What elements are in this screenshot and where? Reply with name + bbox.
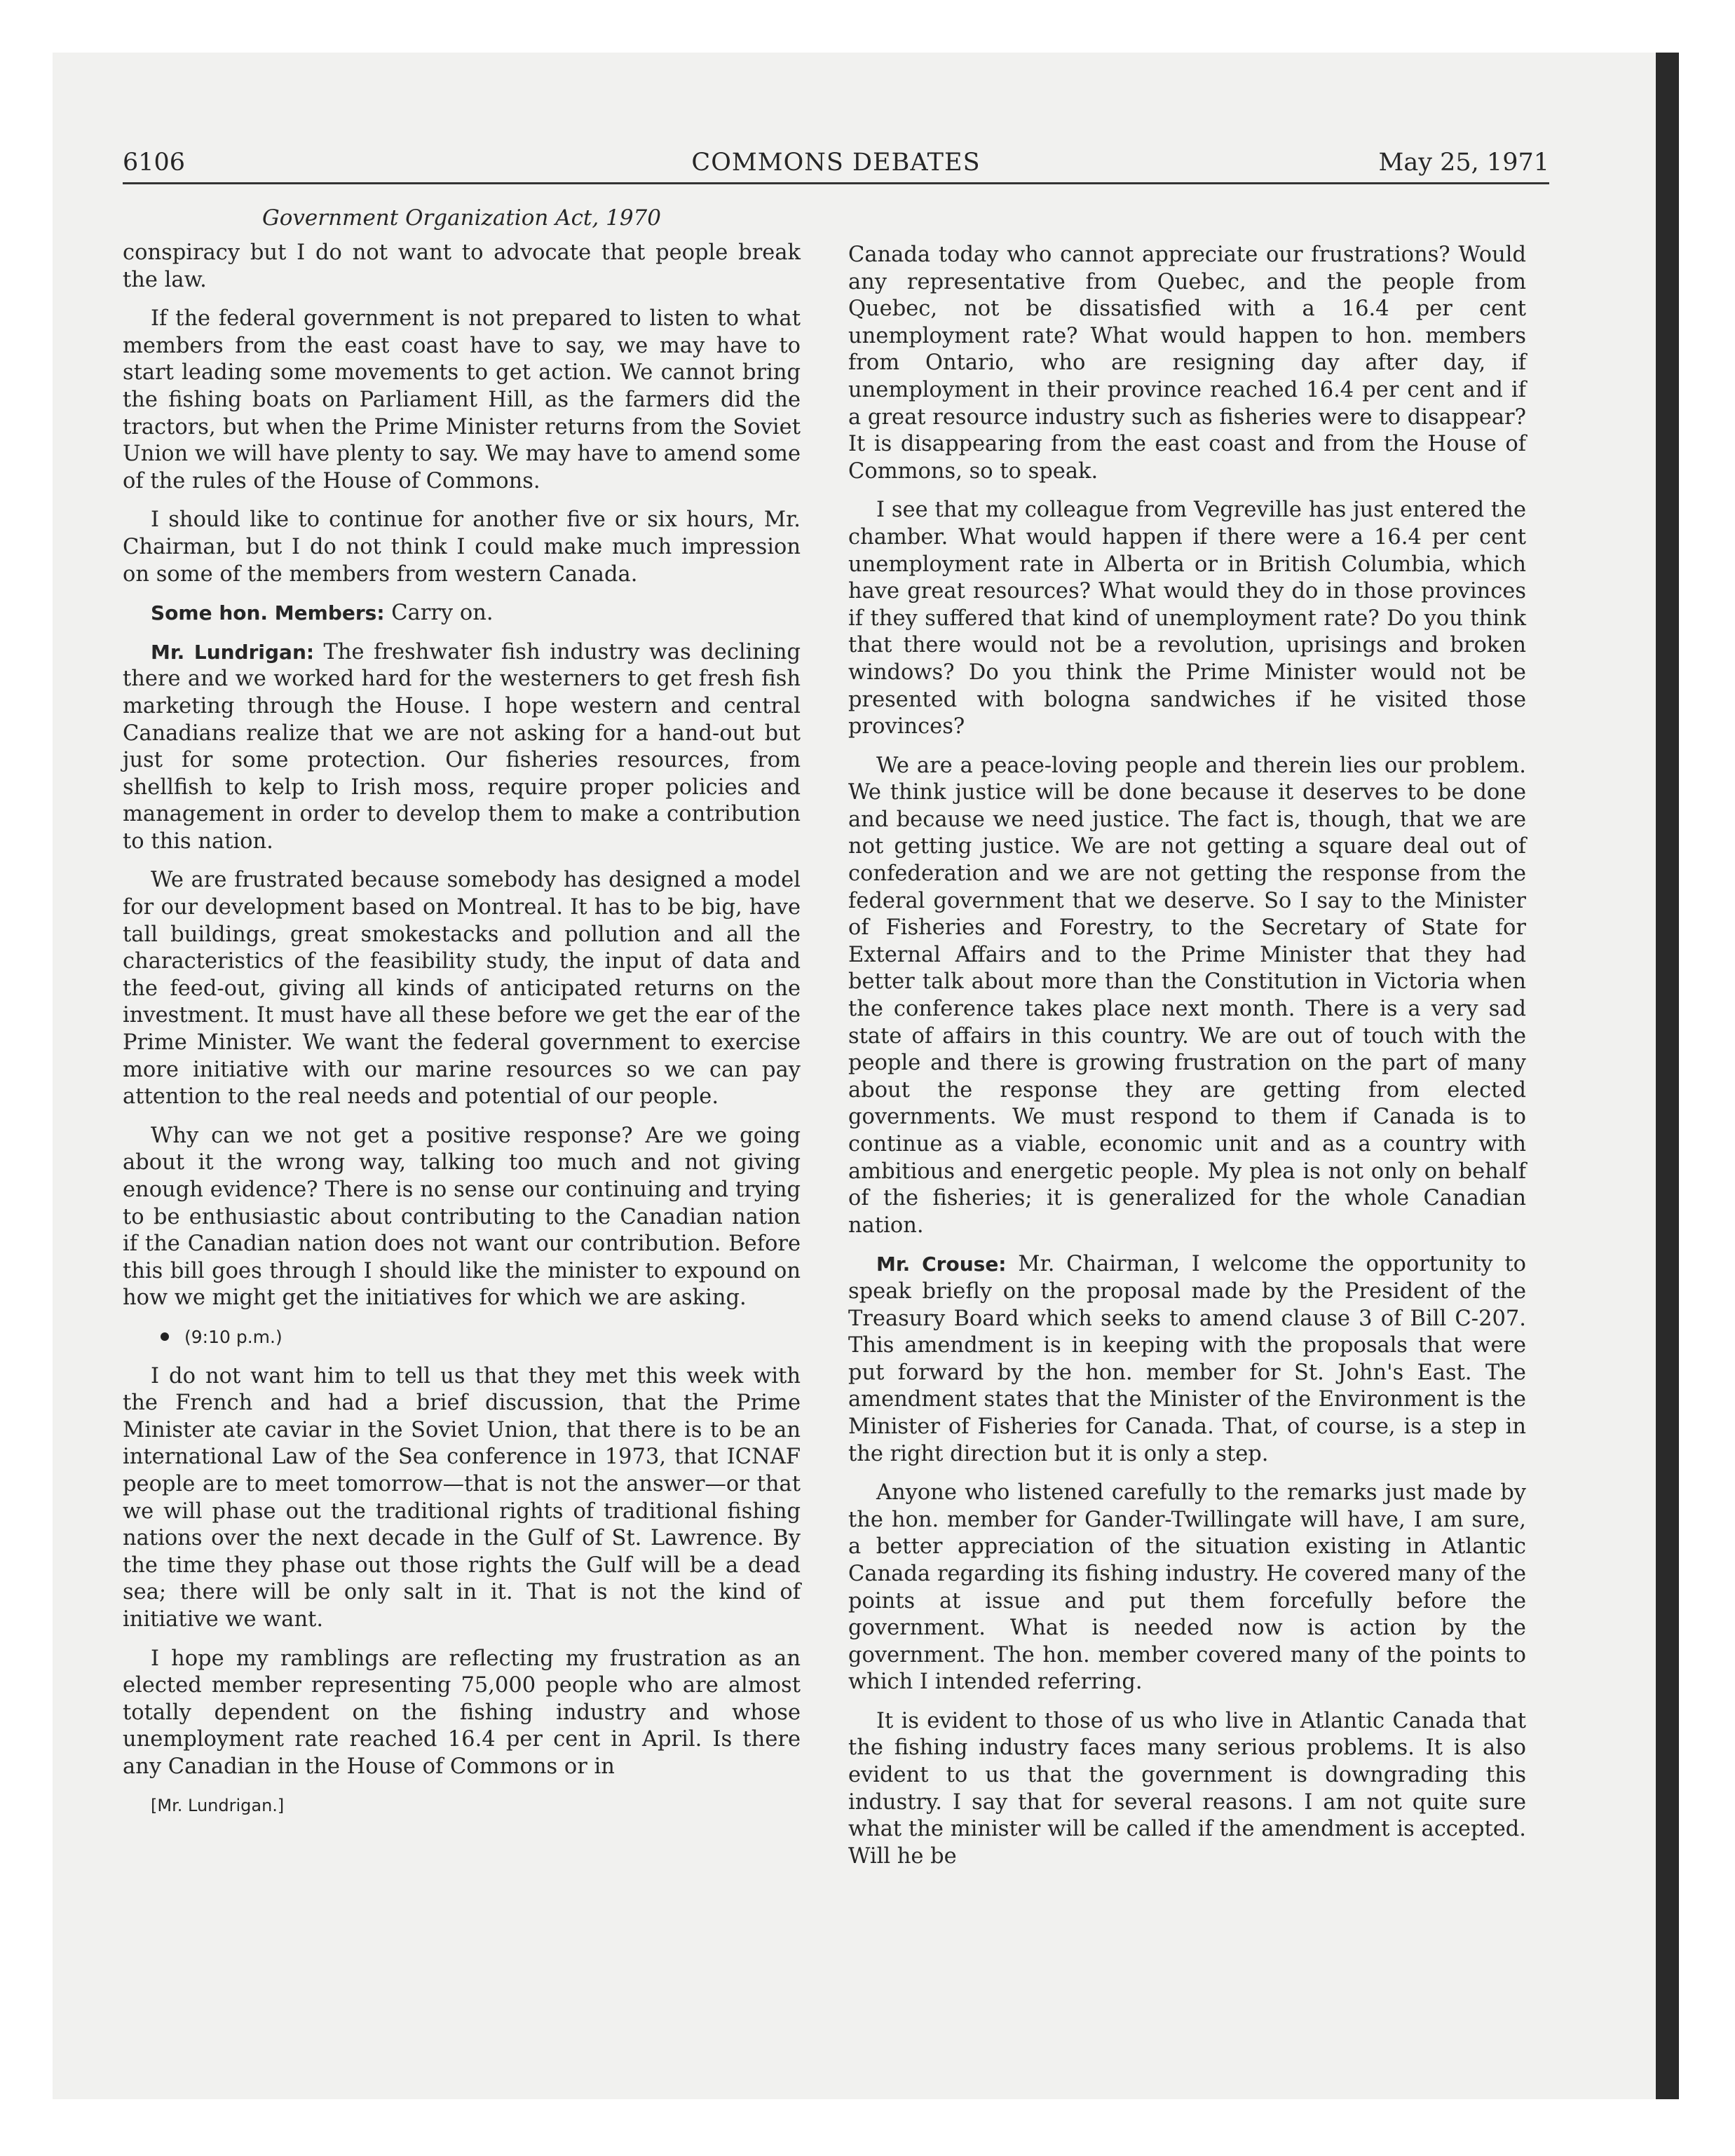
page-header [123,147,1549,184]
paragraph: conspiracy but I do not want to advocate that people break the law. [123,240,801,292]
paragraph: Why can we not get a positive response? Are we going about it the wrong way, talking too much and not giving enough evidence? There is no sense our continuing and trying to be enthusiastic about contributing to the Canadian nation if the Canadian nation does not want our contribution. Before this bill goes through I should like the minister to expound on how we might get the initiatives for which we are asking. [123,1123,801,1311]
paragraph: Canada today who cannot appreciate our frustrations? Would any representative from Quebec, and the people from Quebec, not be dissatisfied with a 16.4 per cent unemployment rate? What would happen to hon. members from Ontario, who are resigning day after day, if unemployment in their province reached 16.4 per cent and if a great resource industry such as fisheries were to disappear? It is disappearing from the east coast and from the House of Commons, so to speak. [848,243,1526,484]
right-column [848,242,1526,1882]
paragraph: I see that my colleague from Vegreville has just entered the chamber. What would happen if there were a 16.4 per cent unemployment rate in Alberta or in British Columbia, which have great resources? What would they do in those provinces if they suffered that kind of unemployment rate? Do you think that there would not be a revolution, uprisings and broken windows? Do you think the Prime Minister would not be presented with bologna sandwiches if he visited those provinces? [848,498,1526,739]
paragraph [123,639,801,856]
paragraph: Anyone who listened carefully to the remarks just made by the hon. member for Gander-Twillingate will have, I am sure, a better appreciation of the situation existing in Atlantic Canada regarding its fishing industry. He covered many of the points at issue and put them forcefully before the government. What is needed now is action by the government. The hon. member covered many of the points to which I intended referring. [848,1480,1526,1695]
paragraph: We are a peace-loving people and therein lies our problem. We think justice will be done because it deserves to be done and because we need justice. The fact is, though, that we are not getting justice. We are not getting a square deal out of confederation and we are not getting the response from the federal government that we deserve. So I say to the Minister of Fisheries and Forestry, to the Secretary of State for External Affairs and to the Prime Minister that they had better talk about more than the Constitution in Victoria when the conference takes place next month. There is a very sad state of affairs in this country. We are out of touch with the people and there is growing frustration on the part of many about the response they are getting from elected governments. We must respond to them if Canada is to continue as a viable, economic unit and as a country with ambitious and energetic people. My plea is not only on behalf of the fisheries; it is generalized for the whole Canadian nation. [848,753,1526,1238]
timestamp-text: (9:10 p.m.) [184,1326,283,1347]
speech-text: Mr. Chairman, I welcome the opportunity to speak briefly on the proposal made by the President of the Treasury Board which seeks to amend clause 3 of Bill C-207. This amendment is in keeping with the proposals that were put forward by the hon. member for St. John's East. The amendment states that the Minister of the Environment is the Minister of Fisheries for Canada. That, of course, is a step in the right direction but it is only a step. [848,1252,1526,1466]
speech-text: Carry on. [384,601,494,626]
page-number: 6106 [123,149,186,177]
speech-text: The freshwater fish industry was declining there and we worked hard for the westerners to get fresh fish marketing through the House. I hope western and central Canadians realize that we are not asking for a hand-out but just for some protection. Our fisheries resources, from shellfish to kelp to Irish moss, require proper policies and management in order to develop them to make a contribution to this nation. [123,639,801,854]
publication-date: May 25, 1971 [1378,149,1549,177]
paragraph: I hope my ramblings are reflecting my frustration as an elected member representing 75,000 people who are almost totally dependent on the fishing industry and whose unemployment rate reached 16.4 per cent in April. Is there any Canadian in the House of Commons or in [123,1646,801,1779]
paragraph: I should like to continue for another five or six hours, Mr. Chairman, but I do not think I could make much impression on some of the members from western Canada. [123,507,801,587]
paragraph [123,600,801,627]
paragraph: If the federal government is not prepared to listen to what members from the east coast have to say, we may have to start leading some movements to get action. We cannot bring the fishing boats on Parliament Hill, as the farmers did the tractors, but when the Prime Minister returns from the Soviet Union we will have plenty to say. We may have to amend some of the rules of the House of Commons. [123,306,801,493]
scan-edge [1656,53,1679,2099]
bullet-icon [161,1332,169,1341]
paragraph: We are frustrated because somebody has designed a model for our development based on Montreal. It has to be big, have tall buildings, great smokestacks and pollution and all the characteristics of the feasibility study, the input of data and the feed-out, giving all kinds of anticipated returns on the investment. It must have all these before we get the ear of the Prime Minister. We want the federal government to exercise more initiative with our marine resources so we can pay attention to the real needs and potential of our people. [123,868,801,1110]
speaker-footnote: [Mr. Lundrigan.] [151,1796,285,1816]
section-title: Government Organization Act, 1970 [261,205,661,231]
paragraph [848,1251,1526,1468]
left-column [123,203,801,1831]
publication-title: COMMONS DEBATES [691,149,981,177]
speaker-name: Mr. Crouse: [876,1253,1007,1276]
paragraph: I do not want him to tell us that they met this week with the French and had a brief discussion, that the Prime Minister ate caviar in the Soviet Union, that there is to be an international Law of the Sea conference in 1973, that ICNAF people are to meet tomorrow—that is not the answer—or that we will phase out the traditional rights of traditional fishing nations over the next decade in the Gulf of St. Lawrence. By the time they phase out those rights the Gulf will be a dead sea; there will be only salt in it. That is not the kind of initiative we want. [123,1363,801,1632]
speaker-name: Some hon. Members: [151,601,385,625]
speaker-name: Mr. Lundrigan: [151,640,315,664]
timestamp [123,1324,801,1351]
paragraph: It is evident to those of us who live in Atlantic Canada that the fishing industry faces many serious problems. It is also evident to us that the government is downgrading this industry. I say that for several reasons. I am not quite sure what the minister will be called if the amendment is accepted. Will he be [848,1708,1526,1869]
